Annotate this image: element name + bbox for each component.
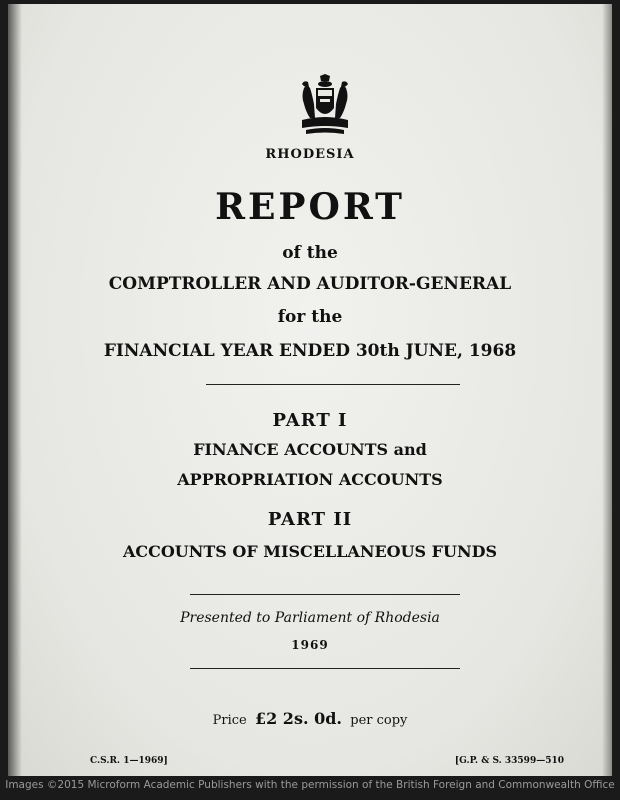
divider bbox=[190, 668, 460, 669]
document-page bbox=[8, 4, 612, 776]
part2-line1: ACCOUNTS OF MISCELLANEOUS FUNDS bbox=[122, 542, 498, 561]
divider bbox=[190, 594, 460, 595]
price-line bbox=[8, 709, 612, 728]
price-label: Price bbox=[212, 713, 247, 728]
of-the-text: of the bbox=[282, 243, 338, 263]
part1-heading: PART I bbox=[272, 410, 348, 431]
publication-year: 1969 bbox=[291, 638, 329, 652]
credit-line: Images ©2015 Microform Academic Publishers with the permission of the British Foreign and Commonwealth Office bbox=[5, 779, 615, 791]
office-title: COMPTROLLER AND AUDITOR-GENERAL bbox=[108, 274, 512, 294]
presented-to-parliament: Presented to Parliament of Rhodesia bbox=[180, 610, 440, 626]
country-name: RHODESIA bbox=[265, 147, 355, 162]
part1-line1: FINANCE ACCOUNTS and bbox=[193, 440, 427, 459]
coat-of-arms-icon bbox=[298, 74, 352, 136]
divider bbox=[206, 384, 460, 385]
page-edge-shadow-right bbox=[602, 4, 612, 776]
report-title: REPORT bbox=[215, 186, 405, 228]
financial-year: FINANCIAL YEAR ENDED 30th JUNE, 1968 bbox=[103, 341, 517, 361]
part1-line2: APPROPRIATION ACCOUNTS bbox=[177, 470, 443, 489]
code-right: [G.P. & S. 33599—510 bbox=[454, 756, 564, 766]
price-suffix: per copy bbox=[350, 713, 408, 728]
code-left: C.S.R. 1—1969] bbox=[90, 756, 168, 766]
price-value: £2 2s. 0d. bbox=[254, 709, 342, 728]
part2-heading: PART II bbox=[267, 509, 353, 530]
page-edge-shadow bbox=[8, 4, 22, 776]
for-the-text: for the bbox=[277, 307, 343, 327]
